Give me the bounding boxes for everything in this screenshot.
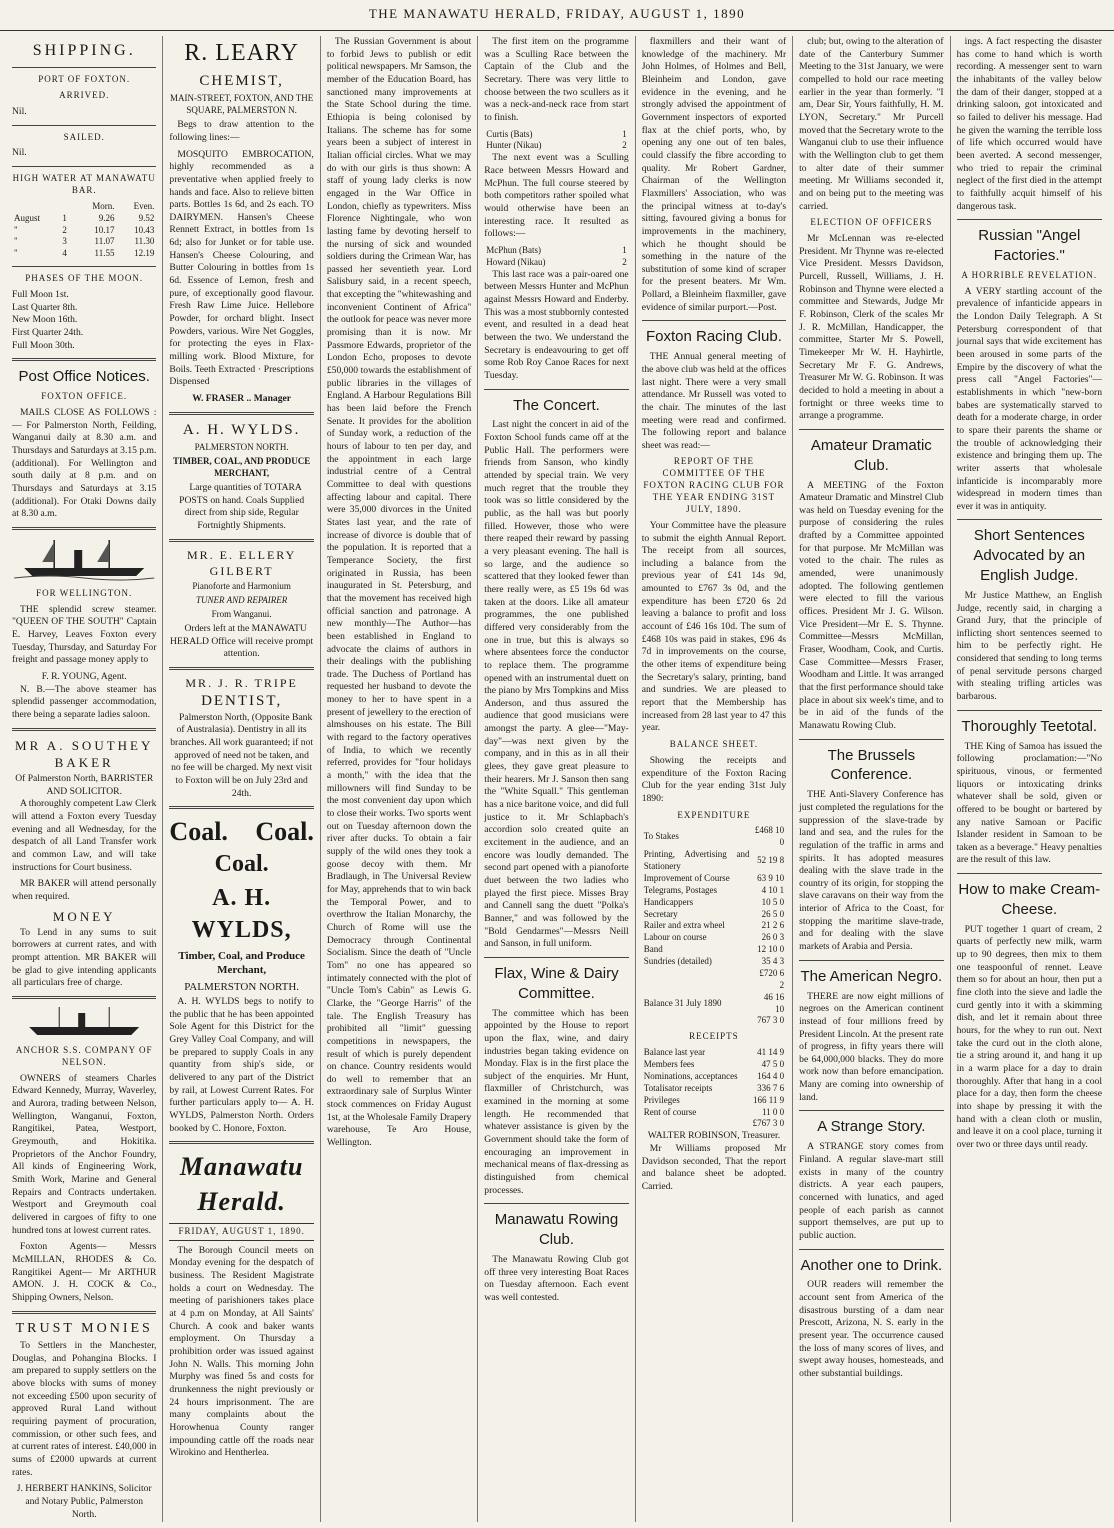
sailed-heading: SAILED. xyxy=(63,131,105,142)
table-row: Balance last year 41 14 9 xyxy=(643,1047,785,1058)
coal-word: Coal. xyxy=(255,817,314,847)
column-3 xyxy=(321,36,478,1522)
amateur-text: A MEETING of the Foxton Amateur Dramatic and Minstrel Club was held on Tuesday evening for the purpose of considering the rules drafted by a Committee appointed for that purpose. Mr McMillan was voted to the chair. The rules as amended, were unanimously adopted. The following gentlemen were elected to fill the various offices. President Mr J. G. Wilson. Vice President—Mr E. S. Thynne. Committee—Messrs McMillan, Fraser, Woodham, Cook, and Curtis. Case Committee—Messrs Fraser, Woodham and Little. It was arranged that the first performance should take place in about six week's time, and to be in aid of the funds of the Manawatu Rowing Club. xyxy=(799,479,944,731)
columns xyxy=(6,36,1108,1522)
balance-intro: Showing the receipts and expenditure of the Foxton Racing Club for the year ending 31st July 1890: xyxy=(641,754,787,804)
angel-sub: A HORRIBLE REVELATION. xyxy=(961,269,1098,280)
drink-heading: Another one to Drink. xyxy=(800,1256,943,1274)
cheese-text: PUT together 1 quart of cream, 2 quarts of perfectly new milk, warm up to 90 degrees, then mix to them one teaspoonful of rennet. Leave them so for about an hour, then put a fine cloth into the sieve and ladle the curd gently into it with a skimming dish, and let it remain about three hours, for the whey to run out. Next take the curd out in the cloth alone, tie a string around it, and hang it up in a warm place for a day to drain thoroughly. After that hang in a cool place for a day, then form the cheese into shape by pressing it with the hand with a clean cloth or muslin, and leave it on a cool place, turning it over two or three days until ready. xyxy=(956,923,1102,1150)
race-text-1: The first item on the programme was a Sculling Race between the Captain of the Club and the Secretary. There was very little to choose between the two scullers as it was a neck-and-neck race from start to finish. xyxy=(484,36,629,123)
column-1 xyxy=(6,36,163,1522)
baker-heading: MR A. SOUTHEY BAKER xyxy=(15,737,154,770)
treasurer-signature: WALTER ROBINSON, Treasurer. xyxy=(647,1130,781,1142)
table-row: August 1 9.26 9.52 xyxy=(14,212,155,223)
drink-text: OUR readers will remember the account sent from America of the disastrous bursting of a dam near Prescott, Arizona, N. S. early in the present year. The occurrence caused the loss of many scores of lives, and swept away houses, homesteads, and other substantial buildings. xyxy=(799,1279,944,1379)
table-row: " 4 11.55 12.19 xyxy=(14,248,155,259)
moon-phase: Full Moon 30th. xyxy=(12,339,75,351)
officers-heading: ELECTION OF OFFICERS xyxy=(810,217,933,228)
anchor-agents: Foxton Agents— Messrs McMILLAN, RHODES & Co. Rangitikei Agent— Mr ARTHUR AMON. J. H. COCK & Co., Shipping Owners, Nelson. xyxy=(12,1241,157,1303)
high-water-table: Morn. Even. August 1 9.26 9.52 " 2 10.17 10.43 " 3 11.07 11.30 " 4 11.55 12.19 xyxy=(14,200,155,259)
news-paragraphs: The Russian Government is about to forbid Jews to publish or edit political newspapers. Mr Samson, the member of the Education Board, has sanctioned many improvements at the State School during the time. Ethiopia is being colonised by Italians. The scheme has for some years been a subject of interest in Italian official circles. What we may do with our girls is thus shown: A staff of young lady clerks is now engaged in the War Office in London, chiefly as typewriters. Miss Florence Nightingale, who won lasting fame by devoting herself to the nursing of sick and wounded soldiers during the Crimean War, has passed her seventieth year. Lord Salisbury said, in a recent speech, that excepting the "whitewashing and inconvenient Continent of Africa" the outlook for peace was never more promising than it is now. Mr Passmore Edwards, proprietor of the London Echo, proposes to devote £50,000 towards the establishment of public libraries in the villages of England. A Harbour Regulations Bill has been laid before the French Senate. It provides for the abolition of Sunday work, a reduction of the hours of labour to ten per day, and the appointment in each large industrial centre of a Central Committee to deal with questions affecting labour and capital. There were 35,000 divorces in the United States last year, and the rate of increase of divorce is double that of the population. It is reported that a Temperance Society, the first originated in Russia, has been inaugurated in St. Petersburg, and that the movement has received high official sanction and patronage. A new monthly—The Author—has been established in England to advocate the claims of authors in their dealings with the publishing trade. The Duchess of Portland has requested her husband to devote the money to her to have spent in a present of jewellery to the erection of almshouses on his estate. The Bill with regard to the factory operatives of India, to which we recently referred, provides for "four holidays a month," with the idea that the millowners will find Sunday to be the most convenient day upon which to close their works. Two sports went out on Tuesday afternoon down the river after ducks. To obtain a fair supply of the wild ones they took a goose decoy with them. Mr Bradlaugh, in The Universal Review for May, apprehends that to win back the Temporal Power, and to overthrow the Italian Monarchy, the Church of Rome will use the Democracy through Continental Socialism. Since the death of "Uncle Tom" no one has appeared so intimately connected with the plot of "Uncle Tom's Cabin" as Lewis G. Clarke, the "George Harris" of the tale. The English Treasury has prohibited all "limit" guessing competitions in newspapers, the result of which is purely dependent on chance. Country residents would do well to remember that an extraordinary sale of Surplus Winter stock commences on Friday August 1st, at the Wholesale Family Drapery warehouse, Te Aro House, Wellington. xyxy=(326,36,472,1149)
racing-letter: club; but, owing to the alteration of date of the Canterbury Summer Meeting to the 31st January, we were compelled to hold our race meeting earlier in the year than formerly. "I am, Dear Sir, Yours faithfully, H. M. LYON, Secretary." Mr Purcell moved that the Secretary wrote to the Wanganui club to use their influence with the Wellington club to get them to alter date of their summer meeting. Mr Williams seconded it, and on being put to the meeting was carried. xyxy=(799,36,944,212)
leary-items: MOSQUITO EMBROCATION, highly recommended as a preventative when applied freely to hands and face. Also to relieve bitten parts. Bottles 1s 6d, and 2s each. TO DAIRYMEN. Hansen's Cheese Rennett Extract, in bottles from 1s 6d; also for Junket or for table use. Hansen's Cheese Colouring, and Butter Colouring in bottles from 1s 6d. Essence of Lemon, fresh and pure, of exceptionally good flavour. Fresh Raw Lime Juice. Hellebore Powder, for orchard blight. Insect Powders, various. Wire Net Goggles, for protecting the eyes in Flax-milling work. Blood Mixture, for Boils. Teeth Extracted · Prescriptions Dispensed xyxy=(169,148,314,388)
table-row: McPhun (Bats) 1 xyxy=(486,244,627,255)
trust-signature: J. HERBERT HANKINS, Solicitor and Notary Public, Palmerston North. xyxy=(16,1483,152,1520)
column-7 xyxy=(951,36,1108,1522)
post-office-text: MAILS CLOSE AS FOLLOWS :— For Palmerston North, Feilding, Wanganui daily at 8.30 a.m. and Thursdays and Saturdays at 3.15 p.m. (additional). For Wellington and south daily at 8 p.m. and on Thursdays and Saturdays at 3.15 (additional). For Otaki Downs daily at 8.30 a.m. xyxy=(12,407,157,520)
table-row: Improvement of Course 63 9 10 xyxy=(643,872,785,883)
table-row: 767 3 0 xyxy=(757,1015,785,1026)
table-row: Secretary 26 5 0 xyxy=(643,908,785,919)
brussels-heading: The Brussels Conference. xyxy=(827,746,916,784)
amateur-heading: Amateur Dramatic Club. xyxy=(810,436,932,474)
shipping-heading: SHIPPING. xyxy=(32,42,136,59)
moon-phase: First Quarter 24th. xyxy=(12,327,84,339)
table-row: Totalisator receipts 336 7 6 xyxy=(643,1082,785,1093)
concert-heading: The Concert. xyxy=(513,396,600,414)
leary-name: R. LEARY xyxy=(184,40,299,66)
race-text-2: The next event was a Sculling Race between Messrs Howard and McPhun. The full course steered by both competitors rather spoiled what would otherwise have been an interesting race. It resulted as follows:— xyxy=(484,152,629,240)
trust-text: To Settlers in the Manchester, Douglas, and Pohangina Blocks. I am prepared to supply settlers on the above blocks with sums of money not exceeding £500 upon security of approved Rural Land without requiring payment of procuration, commission, or other such fees, and at current rates of interest. £40,000 in sums of £2000 upwards at current rates. xyxy=(12,1340,157,1478)
coal-word: Coal. xyxy=(214,851,269,878)
table-row: Nominations, acceptances 164 4 0 xyxy=(643,1070,785,1081)
expenditure-table xyxy=(642,825,786,1027)
table-row: £767 3 0 xyxy=(752,1118,785,1129)
wylds2-place: PALMERSTON NORTH. xyxy=(184,980,300,993)
table-row: Hunter (Nikau) 2 xyxy=(486,140,627,151)
arrived-heading: ARRIVED. xyxy=(59,89,110,100)
moon-phase: Last Quarter 8th. xyxy=(12,301,78,313)
baker-sub: Of Palmerston North, BARRISTER AND SOLICITOR. xyxy=(15,773,154,797)
table-row: Printing, Advertising and Stationery 52 19 8 xyxy=(643,849,785,872)
angel-text: A VERY startling account of the prevalence of infanticide appears in the London Daily Telegraph. A St Petersburg correspondent of that journal says that wide excitement has been aroused in some parts of the Empire by the discovery of what the press call "Angel Factories"—establishments in which "new-born babes are systematically starved to death for a moderate charge, in order to spare their parents the shame or the trouble of acknowledging their existence and bringing them up. The writer asserts that wholesale infanticide is incomparably more widespread in modern times than ever it was in antiquity. xyxy=(956,285,1102,512)
rowing-text: The Manawatu Rowing Club got off three very interesting Boat Races on Tuesday afternoon. Each event was well contested. xyxy=(484,1253,629,1303)
short-text: Mr Justice Matthew, an English Judge, recently said, in charging a Grand Jury, that the principle of inflicting short sentences seemed to him to be perfectly right. He considered that sending to long terms of penal servitude persons charged with stealing trifling articles was barbarous. xyxy=(956,589,1102,703)
tripe-text: Palmerston North, (Opposite Bank of Australasia). Dentistry in all its branches. All work guaranteed; if not approved of need not be taken, and no fee will be charged. My next visit to Foxton will be on July 23rd and 24th. xyxy=(170,711,314,799)
masthead: THE MANAWATU HERALD, FRIDAY, AUGUST 1, 1890 xyxy=(0,0,1114,31)
wellington-agent: F. R. YOUNG, Agent. xyxy=(41,671,127,683)
anchor-heading: ANCHOR S.S. COMPANY OF NELSON. xyxy=(15,1045,153,1067)
leary-intro: Begs to draw attention to the following lines:— xyxy=(169,119,314,143)
steamer-illustration-icon xyxy=(12,536,156,582)
table-row: " 3 11.07 11.30 xyxy=(14,236,155,247)
table-row: Rent of course 11 0 0 xyxy=(643,1106,785,1117)
wylds-trade: TIMBER, COAL, AND PRODUCE MERCHANT, xyxy=(173,456,311,479)
balance-heading: BALANCE SHEET. xyxy=(669,739,759,750)
wylds2-sub: Timber, Coal, and Produce Merchant, xyxy=(178,949,305,977)
flax-continued: flaxmillers and their want of knowledge of the machinery. Mr John Holmes, of Holmes and Bell, Bleinheim and London, gave evidence in the evening, and he strongly advised the appointment of Government inspectors of exported flax at the chief ports, who, by opening any one out of ten bales, could classify the fibre according to quality. Mr Robert Gardner, Chairman of the Wellington Flaxmillers' Association, who was the principal witness at to-day's sitting, favoured giving a bonus for improvements in the machinery, which he thought should be something in the nature of the substitution of some kind of scraper for the present beaters. Mr Wm. Pollard, a Bleinheim flaxmiller, gave evidence of similar purport.—Post. xyxy=(641,36,787,313)
race-text-3: This last race was a pair-oared one between Messrs Hunter and McPhun against Messrs Howard and Enderby. This was a most stubbornly contested event, and resulted in a dead heat between the two. We understand the Secretary is endeavouring to get off some Rob Roy Canoe Races for next Tuesday. xyxy=(484,268,629,381)
table-row: Curtis (Bats) 1 xyxy=(486,128,627,139)
baker-text: A thoroughly competent Law Clerk will attend a Foxton every Tuesday evening and all Wednesday, for the despatch of all Land Transfer work and common Law, and will take instructions for Court business. xyxy=(12,798,157,873)
race-result-1 xyxy=(484,129,628,153)
table-row: Band 12 10 0 xyxy=(643,944,785,955)
trust-heading: TRUST MONIES xyxy=(15,1320,153,1336)
gilbert-sub: Pianoforte and Harmonium xyxy=(192,581,291,592)
strange-heading: A Strange Story. xyxy=(817,1118,926,1136)
table-row: Balance 31 July 1890 46 16 10 xyxy=(643,991,785,1014)
newspaper-nameplate: Manawatu Herald. xyxy=(179,1152,304,1216)
angel-heading: Russian "Angel Factories." xyxy=(978,227,1081,264)
anchor-text: OWNERS of steamers Charles Edward Kennedy, Murray, Waverley, and Aurora, trading between Nelson, Wellington, Wanganui, Foxton, Rangitikei, Patea, Westport, Greymouth, and Hokitika. Proprietors of the Anchor Foundry, All kinds of Engineering Work, Smith Work, Marine and General Repairs and Contracts undertaken. Westport and Greymouth coal delivered in cargoes of fifty to one hundred tons at lowest current rates. xyxy=(12,1072,157,1236)
leary-address: MAIN-STREET, FOXTON, AND THE SQUARE, PALMERSTON N. xyxy=(170,93,314,116)
table-row: £720 6 2 xyxy=(759,967,785,990)
leary-title: CHEMIST, xyxy=(199,72,284,89)
column-5 xyxy=(636,36,793,1522)
table-row: Members fees 47 5 0 xyxy=(643,1059,785,1070)
flax-text: The committee which has been appointed by the House to report upon the flax, wine, and dairy industries began taking evidence on Monday. Flax is in the first place the subject of the enquiries. Mr Hunt, flaxmiller of Christchurch, was examined in the morning at some length. He recommended that whatever assistance is given by the Government should take the form of encouraging an improvement in mechanical means of flax-dressing as distinguished from chemical processes. xyxy=(484,1007,629,1196)
flax-heading: Flax, Wine & Dairy Committee. xyxy=(494,964,619,1002)
negro-heading: The American Negro. xyxy=(800,967,943,985)
gilbert-name: MR. E. ELLERY GILBERT xyxy=(186,547,297,578)
coal-word: Coal. xyxy=(169,817,228,847)
baker-note: MR BAKER will attend personally when required. xyxy=(12,878,157,902)
receipts-heading: RECEIPTS xyxy=(689,1031,739,1042)
racing-text: THE Annual general meeting of the above club was held at the offices last night. There were a very small attendance. Mr Russell was voted to the chair. The minutes of the last meeting were read and confirmed. The following report and balance sheet was read:— xyxy=(641,351,787,451)
drink-continued: ings. A fact respecting the disaster has come to hand which is worth recording. A messenger sent to warn the inhabitants of the valley below the dam of their danger, stopped at a drinking saloon, got intoxicated and so failed to deliver his message. Had he given the warning the terrible loss of life which occurred would have been averted. A second messenger, who tried to repair the criminal neglect of the first died in the attempt to faithfully acquit himself of his dangerous task. xyxy=(956,36,1102,212)
column-2 xyxy=(163,36,320,1522)
wylds-name: A. H. WYLDS. xyxy=(182,421,301,438)
cheese-heading: How to make Cream-Cheese. xyxy=(958,881,1101,918)
wylds-text: Large quantities of TOTARA POSTS on hand. Coals Supplied direct from ship side, Regular Fortnightly Shipments. xyxy=(179,482,305,532)
coal-banner xyxy=(169,815,313,849)
local-news: The Borough Council meets on Monday evening for the despatch of business. The Resident Magistrate holds a court on Wednesday. The meeting of parishioners takes place at 4 p.m on Monday, at All Saints' Church. A cook and baker wants employment. On Thursday a prohibition order was issued against John N. Walls. This morning John Murphy was fined 5s and costs for drunkenness the night previously or 24 hours imprisonment. The are many complaints about the Horowhenua County ranger impounding cattle off the roads near Wirokino and Hentherlea. xyxy=(169,1244,314,1459)
tripe-name: MR. J. R. TRIPE xyxy=(185,675,298,690)
port-heading: PORT OF FOXTON. xyxy=(38,74,131,85)
money-text: To Lend in any sums to suit borrowers at current rates, and with prompt attention. MR BAKER will be glad to give intending applicants all particulars free of charge. xyxy=(12,926,157,989)
moon-phase: New Moon 16th. xyxy=(12,314,78,326)
issue-dateline: FRIDAY, AUGUST 1, 1890. xyxy=(169,1223,313,1241)
anchor-ship-icon xyxy=(12,1005,156,1039)
receipts-table xyxy=(642,1047,786,1130)
table-row: Telegrams, Postages 4 10 1 xyxy=(643,884,785,895)
report-heading: REPORT OF THE COMMITTEE OF THE FOXTON RACING CLUB FOR THE YEAR ENDING 31ST JULY, 1890. xyxy=(643,456,785,514)
moon-phase: Full Moon 1st. xyxy=(12,289,69,301)
wylds2-text: A. H. WYLDS begs to notify to the public that he has been appointed Sole Agent for this District for the Grey Valley Coal Company, and will be prepared to supply Coals in any quantity from ship's side, or delivered to any part of the District by rail, at Lowest Current Rates. For further particulars apply to— A. H. WYLDS, Palmerston North. Orders booked by C. Honore, Foxton. xyxy=(169,996,314,1134)
table-row: " 2 10.17 10.43 xyxy=(14,224,155,235)
race-result-2 xyxy=(484,245,628,269)
brussels-text: THE Anti-Slavery Conference has just completed the regulations for the suppression of the slave-trade by land and sea, and the rules for the regulation of the traffic in arms and spirits. It has adopted measures dealing with the slave trade in the country of its origin, for stopping the slave caravans on their way from the interior of Africa to the Coast, for stopping the maritime slave-trade, and for dealing with the slave markets of Arabia and Persia. xyxy=(799,789,944,953)
tripe-title: DENTIST, xyxy=(201,692,283,709)
column-4 xyxy=(478,36,635,1522)
column-6 xyxy=(793,36,950,1522)
wylds-place: PALMERSTON NORTH. xyxy=(194,442,289,453)
table-row: To Stakes £468 10 0 xyxy=(643,825,785,848)
expenditure-heading: EXPENDITURE xyxy=(677,809,751,820)
short-heading: Short Sentences Advocated by an English Judge. xyxy=(973,527,1086,585)
wellington-heading: FOR WELLINGTON. xyxy=(36,587,133,598)
concert-text: Last night the concert in aid of the Foxton School funds came off at the Public Hall. The performers were friends from Sanson, who kindly attended by special train. We very much regret that the trouble they took was so little considered by the public, as the hall was but poorly filled. However, those who were there reaped their reward by passing a very pleasant evening. The hall is so large, and the audience so scattered that they looked fewer than there really were, as £5 19s 6d was taken at the doors. Like all amateur programmes, the one published differed very considerably from the one in true, but this is always so where absentees force the conductor to replace them. The programme opened with an instrumental duett on the piano by Mrs Tompkins and Miss Anderson, and thus assured the audience that good musicians were amongst the party. A glee—"May-day"—was next given by the company, and in this as in all their glees, they gave great pleasure to their hearers. Mr J. Sanson then sang the "White Squall." This gentleman has a nice baritone voice, and did full justice to it. Mr Schlapbach's accordion solo created quite an excitement in the audience, and an encore was loudly demanded. The second part opened with a pianoforte duet between the two ladies who played the first piece. Misses Bray and Cannell sang the duett "Polka's Banner," and was followed by the "Bold Gendarmes"—Messrs Neill and Sanson, in full uniform. xyxy=(484,419,629,950)
high-water-heading: HIGH WATER AT MANAWATU BAR. xyxy=(12,173,156,195)
money-heading: MONEY xyxy=(52,908,116,924)
racing-heading: Foxton Racing Club. xyxy=(645,328,782,346)
strange-text: A STRANGE story comes from Finland. A regular slave-mart still exists in many of the country districts. A year each paupers, concerned with lunatics, and aged people of each parish as cannot support themselves, are put up to public auction. xyxy=(799,1141,944,1241)
report-text: Your Committee have the pleasure to submit the eighth Annual Report. The receipt from all sources, including a balance from the previous year of £41 14s 9d, amounted to £767 3s 0d, and the expenditure has been £720 6s 2d leaving a balance to profit and loss account of £46 16s 10d. The sum of £468 10s was paid in stakes, £96 4s 7d in improvements on the course, the other items of expenditure being the Secretary's salary, printing, band and sundries. We are pleased to report that the Membership has increased from 28 last year to 47 this year. xyxy=(641,519,787,734)
table-row: Railer and extra wheel 21 2 6 xyxy=(643,920,785,931)
gilbert-tuner: TUNER AND REPAIRER xyxy=(196,595,288,606)
table-row: Howard (Nikau) 2 xyxy=(486,256,627,267)
racing-text-2: Mr Williams proposed Mr Davidson seconded, That the report and balance sheet be adopted. Carried. xyxy=(641,1142,787,1192)
post-office-sub: FOXTON OFFICE. xyxy=(41,391,128,402)
gilbert-text: Orders left at the MANAWATU HERALD Office will receive prompt attention. xyxy=(170,622,314,660)
table-row: Sundries (detailed) 35 4 3 xyxy=(643,956,785,967)
wylds2-name: A. H. WYLDS, xyxy=(191,885,292,943)
arrived-nil: Nil. xyxy=(12,105,27,117)
leary-manager: W. FRASER .. Manager xyxy=(192,393,292,404)
wellington-note: N. B.—The above steamer has splendid passenger accommodation, there being a separate ladies saloon. xyxy=(12,683,157,721)
table-row: Privileges 166 11 9 xyxy=(643,1094,785,1105)
sailed-nil: Nil. xyxy=(12,147,27,159)
wellington-text: THE splendid screw steamer. "QUEEN OF THE SOUTH" Captain E. Harvey, Leaves Foxton every Tuesday, Thursday, and Saturday For freight and passage money apply to xyxy=(12,603,157,666)
moon-heading: PHASES OF THE MOON. xyxy=(25,273,144,284)
teetotal-text: THE King of Samoa has issued the following proclamation:—"No spirituous, vinous, or fermented liquors or intoxicating drinks whatever shall be sold, given or offered to be bought or bartered by any native Samoan or Pacific Islander resident in Samoan to be taken as a beverage." Heavy penalties are the result of this law. xyxy=(956,740,1102,866)
rowing-heading: Manawatu Rowing Club. xyxy=(494,1211,619,1249)
negro-text: THERE are now eight millions of negroes on the American continent instead of four millions freed by President Lincoln. At the present rate of progress, in fifty years there will be 64,000,000 blacks. They do more work now than before emancipation. Many are coming into ownership of land. xyxy=(799,990,944,1103)
table-row: Handicappers 10 5 0 xyxy=(643,896,785,907)
table-row: Labour on course 26 0 3 xyxy=(643,932,785,943)
gilbert-from: From Wanganui. xyxy=(211,609,272,620)
post-office-heading: Post Office Notices. xyxy=(18,368,150,386)
officers-text: Mr McLennan was re-elected President. Mr Thynne was re-elected Vice President. Messrs Davidson, Purcell, Russell, Williams, J. H. Robinson and Thynne were elected a committee and Stewards, Judge Mr F. Robinson, Clerk of the scales Mr J. R. McMillan, Handicapper, the committee, Starter Mr S. Powell, Timekeeper Mr W. H. Hayhirtle, Secretary Mr F. G. Andrews, Treasurer Mr W. G. Robinson. It was decided to hold a meeting in about a fortnight or three weeks time to arrange a programme. xyxy=(799,233,944,422)
teetotal-heading: Thoroughly Teetotal. xyxy=(961,717,1098,735)
